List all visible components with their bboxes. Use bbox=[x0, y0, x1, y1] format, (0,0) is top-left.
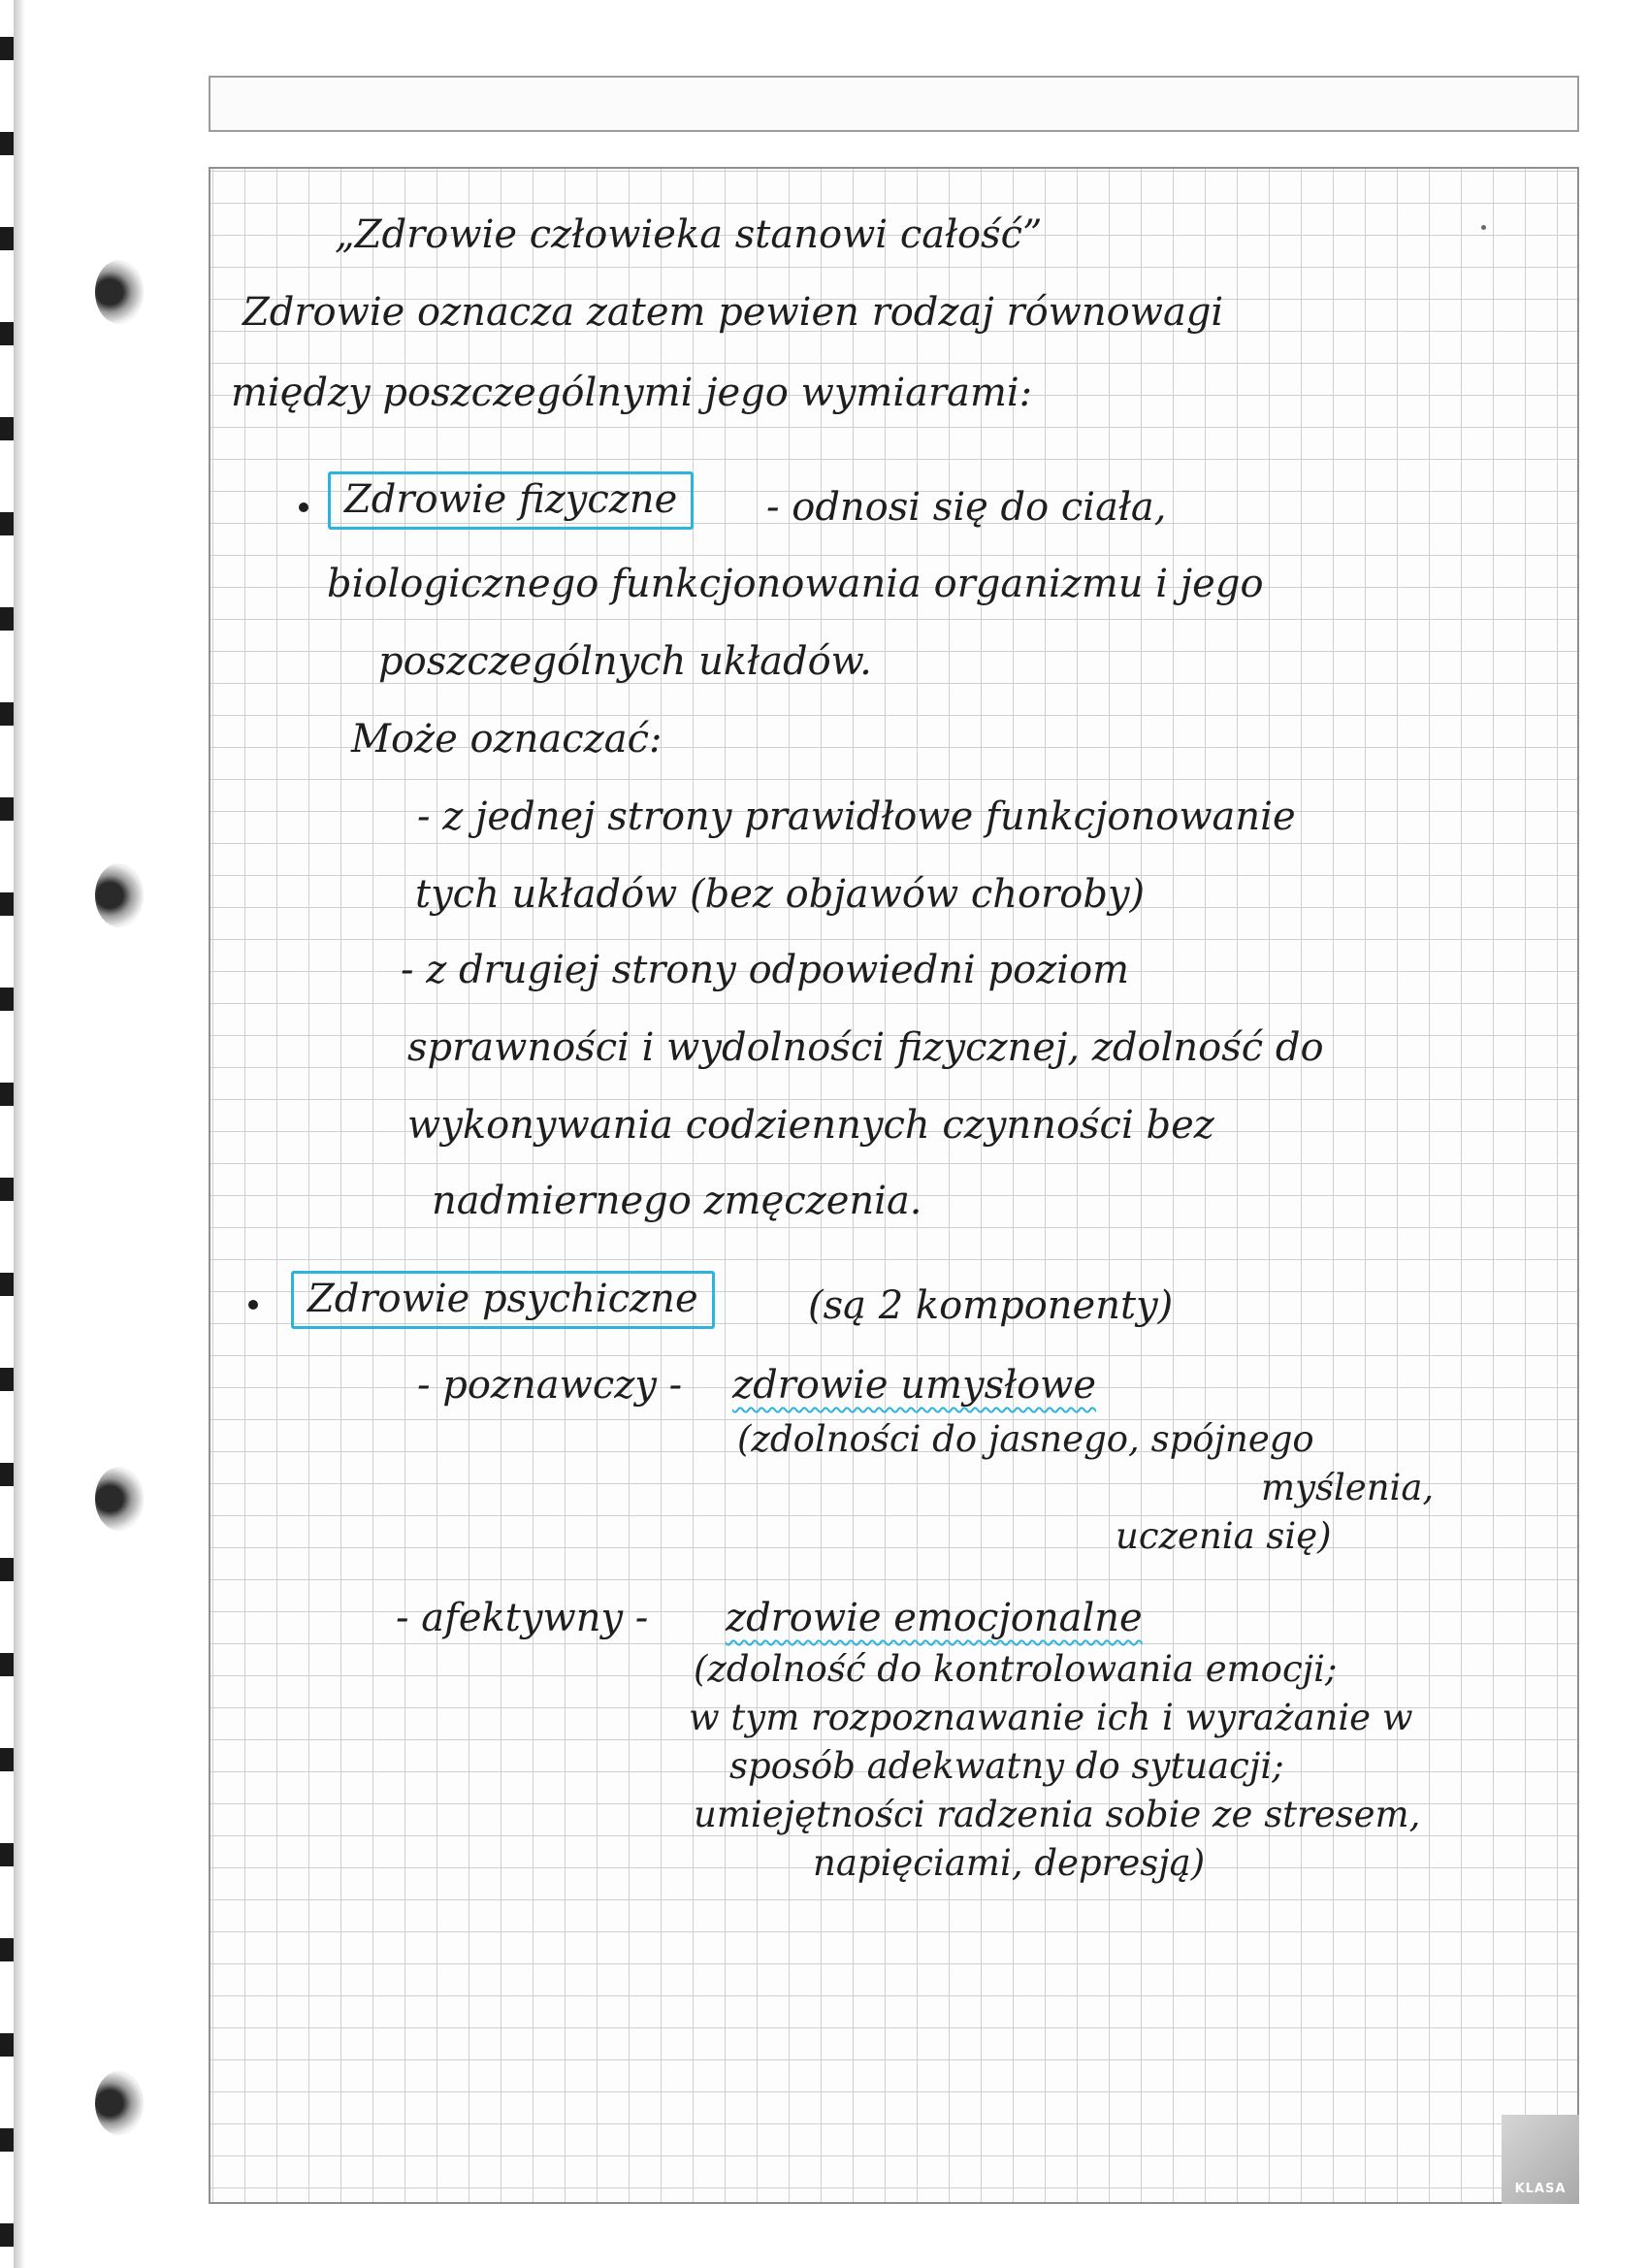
brand-logo-text: KLASA bbox=[1514, 2182, 1567, 2196]
ink-speck bbox=[1481, 225, 1486, 230]
physical-may-mean: Może oznaczać: bbox=[351, 717, 663, 761]
physical-point-3: - z drugiej strony odpowiedni poziom bbox=[401, 948, 1130, 992]
punch-hole-4 bbox=[95, 2071, 144, 2135]
cognitive-term: zdrowie umysłowe bbox=[732, 1363, 1097, 1408]
physical-line-2: biologicznego funkcjonowania organizmu i jego bbox=[327, 562, 1264, 606]
mental-note: (są 2 komponenty) bbox=[808, 1283, 1174, 1328]
punch-hole-3 bbox=[95, 1467, 144, 1531]
affective-term: zdrowie emocjonalne bbox=[726, 1596, 1143, 1640]
intro-line-2: między poszczególnymi jego wymiarami: bbox=[231, 371, 1033, 415]
affective-line-2: w tym rozpoznawanie ich i wyrażanie w bbox=[689, 1697, 1413, 1738]
term-physical-health: Zdrowie fizyczne bbox=[328, 471, 694, 530]
affective-label: - afektywny - bbox=[396, 1596, 649, 1640]
physical-point-4: sprawności i wydolności fizycznej, zdolność do bbox=[407, 1025, 1324, 1070]
bullet-mental bbox=[248, 1300, 258, 1310]
physical-line-3: poszczególnych układów. bbox=[378, 639, 872, 684]
bullet-physical bbox=[299, 502, 308, 512]
cognitive-line-2: myślenia, bbox=[1261, 1467, 1435, 1508]
punch-hole-1 bbox=[95, 260, 144, 324]
brand-logo bbox=[1502, 2115, 1579, 2204]
intro-line-1: Zdrowie oznacza zatem pewien rodzaj równowagi bbox=[242, 290, 1224, 335]
physical-point-1: - z jednej strony prawidłowe funkcjonowanie bbox=[417, 794, 1296, 839]
affective-line-5: napięciami, depresją) bbox=[813, 1842, 1206, 1884]
cognitive-line-1: (zdolności do jasnego, spójnego bbox=[737, 1418, 1314, 1460]
physical-line-1: - odnosi się do ciała, bbox=[766, 485, 1167, 530]
binding-shadow bbox=[14, 0, 25, 2268]
physical-point-5: wykonywania codziennych czynności bez bbox=[407, 1103, 1214, 1148]
physical-point-2: tych układów (bez objawów choroby) bbox=[415, 872, 1146, 917]
header-box bbox=[209, 76, 1579, 132]
physical-point-6: nadmiernego zmęczenia. bbox=[432, 1179, 922, 1223]
term-mental-health: Zdrowie psychiczne bbox=[291, 1271, 715, 1329]
affective-line-1: (zdolność do kontrolowania emocji; bbox=[694, 1648, 1338, 1690]
affective-line-3: sposób adekwatny do sytuacji; bbox=[729, 1745, 1284, 1787]
page-title: „Zdrowie człowieka stanowi całość” bbox=[335, 212, 1043, 257]
punch-hole-2 bbox=[95, 863, 144, 927]
cognitive-label: - poznawczy - bbox=[417, 1363, 683, 1408]
cognitive-line-3: uczenia się) bbox=[1116, 1515, 1332, 1557]
affective-line-4: umiejętności radzenia sobie ze stresem, bbox=[694, 1794, 1421, 1835]
spiral-binding bbox=[0, 0, 14, 2268]
